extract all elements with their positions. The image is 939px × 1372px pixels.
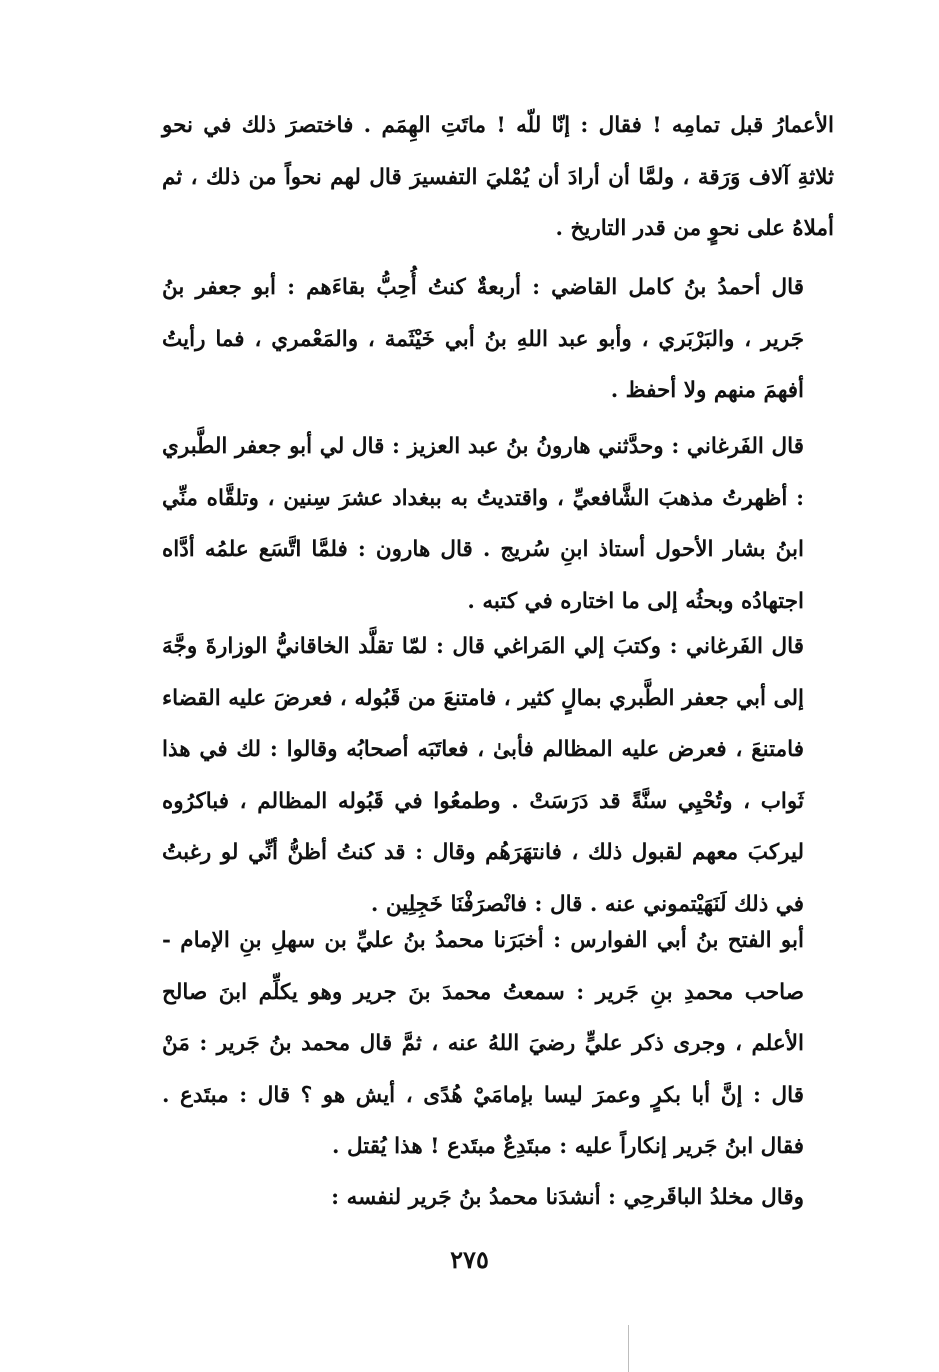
scan-edge-line [628,1325,629,1372]
paragraph-ahmad-ibn-kamil: قال أحمدُ بنُ كامل القاضي : أربعةٌ كنتُ أُحِبُّ بقاءَهم : أبو جعفر بنُ جَرير ، والبَرْبَري ، وأبو عبد اللهِ بنُ أبي خَيْثَمة ، والمَعْمري ، فما رأيتُ أفهمَ منهم ولا أحفظ . [162,275,804,403]
paragraph-abu-al-fath: أبو الفتح بنُ أبي الفوارس : أخبَرَنا محمدُ بنُ عليِّ بن سهلِ بنِ الإمام - صاحب محمدِ بنِ جَرير : سمعتُ محمدَ بنَ جرير وهو يكلِّم ابنَ صالح الأعلم ، وجرى ذكر عليٍّ رضيَ اللهُ عنه ، ثمَّ قال محمد بنُ جَرير : مَنْ قال : إنَّ أبا بكرٍ وعمرَ ليسا بإمامَيْ هُدًى ، أيش هو ؟ قال : مبتَدع . فقال ابنُ جَرير إنكاراً عليه : مبتَدِعٌ مبتَدع ! هذا يُقتل . [162,928,804,1159]
paragraph-farghani-harun: قال الفَرغاني : وحدَّثني هارونُ بنُ عبد العزيز : قال لي أبو جعفر الطَّبري : أظهرتُ مذهبَ الشَّافعيِّ ، واقتديتُ به ببغداد عشرَ سِنين ، وتلقَّاه منِّي ابنُ بشار الأحول أستاذ ابنِ سُريج . قال هارون : فلمَّا اتَّسَع علمُه أدَّاه اجتهادُه وبحثُه إلى ما اختاره في كتبه . [162,434,804,614]
paragraph-farghani-maraghi: قال الفَرغاني : وكتبَ إلي المَراغي قال : لمّا تقلَّد الخاقانيُّ الوزارةَ وجَّهَ إلى أبي جعفر الطَّبري بمالٍ كثير ، فامتنعَ من قَبُوله ، فعرضَ عليه القضاء فامتنعَ ، فعرض عليه المظالم فأبىٰ ، فعاتَبَه أصحابُه وقالوا : لك في هذا ثَواب ، وتُحْيِي سنَّةً قد دَرَسَتْ . وطمعُوا في قَبُوله المظالم ، فباكرُوه ليركبَ معهم لقبول ذلك ، فانتهَرَهُم وقال : قد كنتُ أظنُّ أنِّي لو رغبتُ في ذلك لَنَهَيْتموني عنه . قال : فانْصرَفْنَا خَجِلِين . [162,634,804,917]
paragraph-continuation: الأعمارُ قبل تمامِه ! فقال : إنّا للّه ! ماتَتِ الهِمَم . فاختصرَ ذلك في نحو ثلاثةِ آلاف وَرَقة ، ولمَّا أن أرادَ أن يُمْليَ التفسيرَ قال لهم نحواً من ذلك ، ثم أملاهُ على نحوٍ من قدر التاريخ . [162,113,834,241]
page-number: ٢٧٥ [450,1245,489,1274]
paragraph-makhlad-baqarhi: وقال مخلدُ الباقَرحِي : أنشدَنا محمدُ بنُ جَرير لنفسه : [331,1185,804,1210]
